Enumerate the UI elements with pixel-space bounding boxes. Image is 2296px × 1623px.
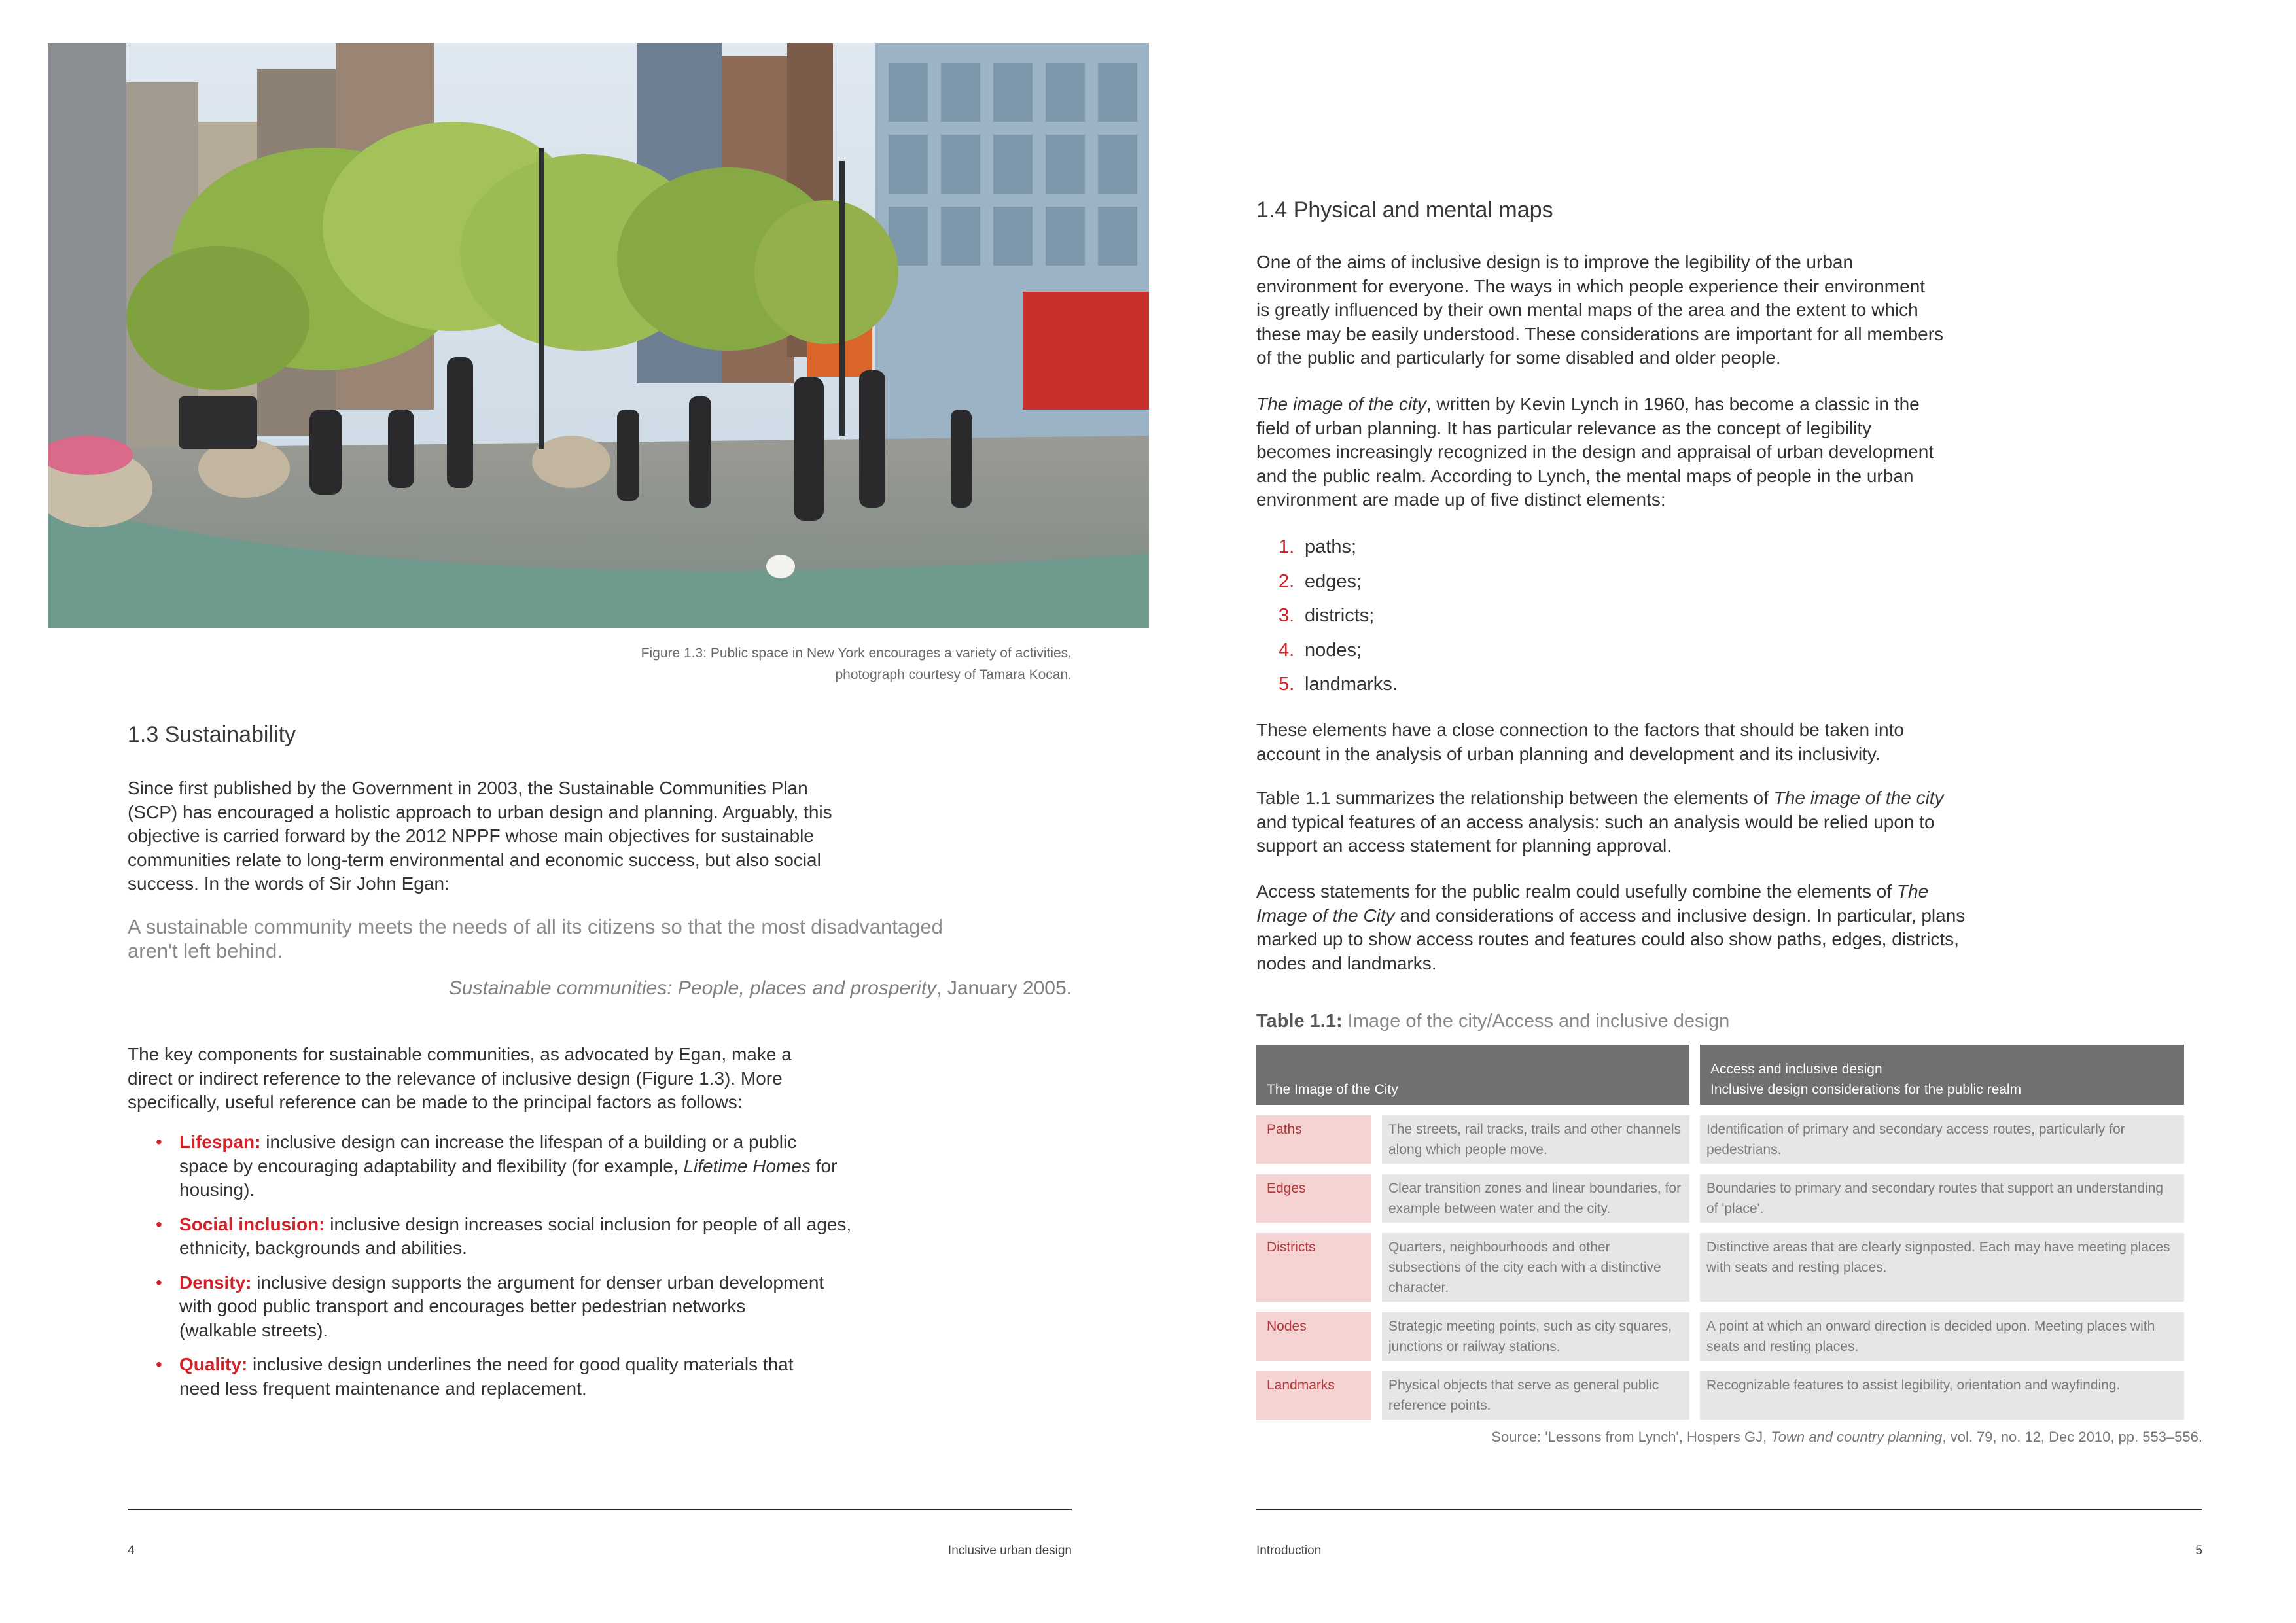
element-key: Districts <box>1256 1233 1371 1302</box>
maps-paragraph-3 <box>1256 718 2212 766</box>
list-item <box>1279 633 1398 668</box>
factor-text: inclusive design can increase the lifespan of a building or a public <box>260 1132 797 1152</box>
text-line: objective is carried forward by the 2012 NPPF whose main objectives for sustainable <box>128 826 814 846</box>
image-of-city-table <box>1246 1034 2195 1430</box>
running-footer: Introduction <box>1256 1544 1322 1558</box>
factor-text: inclusive design increases social inclusion for people of all ages, <box>325 1213 852 1234</box>
access-cell: Boundaries to primary and secondary routes that support an understanding of 'place'. <box>1700 1174 2184 1223</box>
text-line: , written by Kevin Lynch in 1960, has become a classic in the <box>1426 394 1920 414</box>
footer-rule <box>1256 1509 2202 1510</box>
source-text: Source: 'Lessons from Lynch', Hospers GJ, <box>1491 1429 1771 1445</box>
section-heading-maps: 1.4 Physical and mental maps <box>1256 198 1553 222</box>
header-access-inclusive <box>1700 1045 2184 1105</box>
text-line: and typical features of an access analysis: such an analysis would be relied upon to <box>1256 811 1935 832</box>
running-footer: Inclusive urban design <box>947 1544 1072 1558</box>
street-photo-illustration <box>48 43 1149 628</box>
maps-paragraph-5 <box>1256 880 2225 975</box>
footer-rule <box>128 1509 1072 1510</box>
factor-term: Quality: <box>179 1354 248 1374</box>
factor-term: Social inclusion: <box>179 1213 325 1234</box>
text-line: field of urban planning. It has particular relevance as the concept of legibility <box>1256 417 1872 438</box>
table-title: Image of the city/Access and inclusive design <box>1342 1011 1730 1032</box>
factor-text: ethnicity, backgrounds and abilities. <box>179 1238 467 1258</box>
book-title: The image of the city <box>1256 394 1426 414</box>
factor-text: space by encouraging adaptability and flexibility (for example, <box>179 1155 684 1176</box>
intro-paragraph <box>128 777 1057 896</box>
text-line: Since first published by the Government in 2003, the Sustainable Communities Plan <box>128 778 808 798</box>
source-text: , vol. 79, no. 12, Dec 2010, pp. 553–556. <box>1942 1429 2202 1445</box>
factor-text: with good public transport and encourages better pedestrian networks <box>179 1296 746 1316</box>
list-label: edges; <box>1305 570 1362 592</box>
text-line: nodes and landmarks. <box>1256 952 1437 973</box>
bullet-marker: • <box>156 1354 162 1374</box>
text-line: success. In the words of Sir John Egan: <box>128 873 450 894</box>
figure-caption <box>523 642 1072 686</box>
list-label: districts; <box>1305 605 1375 626</box>
header-image-of-city: The Image of the City <box>1256 1045 1689 1105</box>
image-cell: Quarters, neighbourhoods and other subsections of the city each with a distinctive character. <box>1382 1233 1689 1302</box>
table-row <box>1256 1233 2184 1302</box>
list-label: nodes; <box>1305 639 1362 661</box>
lynch-elements-list <box>1279 530 1398 702</box>
image-cell: Physical objects that serve as general public reference points. <box>1382 1371 1689 1420</box>
text-line: becomes increasingly recognized in the design and appraisal of urban development <box>1256 442 1934 462</box>
table-caption <box>1256 1011 1729 1032</box>
image-cell: Clear transition zones and linear boundaries, for example between water and the city. <box>1382 1174 1689 1223</box>
citation-date: , January 2005. <box>936 977 1072 999</box>
text-line: One of the aims of inclusive design is to improve the legibility of the urban <box>1256 252 1854 272</box>
list-item <box>156 1353 915 1401</box>
book-title: Image of the City <box>1256 905 1395 926</box>
element-key: Nodes <box>1256 1312 1371 1361</box>
list-item <box>1279 565 1398 599</box>
text-line: environment for everyone. The ways in which people experience their environment <box>1256 275 1926 296</box>
quote-citation <box>128 977 1072 1000</box>
element-key: Landmarks <box>1256 1371 1371 1420</box>
text-line: specifically, useful reference can be made to the principal factors as follows: <box>128 1092 743 1112</box>
text-line: direct or indirect reference to the relevance of inclusive design (Figure 1.3). More <box>128 1068 783 1089</box>
text-line: account in the analysis of urban planning and development and its inclusivity. <box>1256 743 1881 764</box>
book-title: The image of the city <box>1773 788 1944 808</box>
text-line: communities relate to long-term environmental and economic success, but also social <box>128 849 821 870</box>
list-number: 4. <box>1279 639 1295 661</box>
list-number: 3. <box>1279 605 1295 626</box>
page-number: 5 <box>2195 1544 2202 1558</box>
header-line: Access and inclusive design <box>1710 1062 1882 1077</box>
text-line: (SCP) has encouraged a holistic approach to urban design and planning. Arguably, this <box>128 801 832 822</box>
text-line: of the public and particularly for some disabled and older people. <box>1256 347 1781 368</box>
image-cell: The streets, rail tracks, trails and other channels along which people move. <box>1382 1115 1689 1164</box>
text-line: These elements have a close connection to the factors that should be taken into <box>1256 720 1904 740</box>
access-cell: Recognizable features to assist legibility, orientation and wayfinding. <box>1700 1371 2184 1420</box>
quote-line: aren't left behind. <box>128 939 283 962</box>
table-row <box>1256 1312 2184 1361</box>
factor-text: inclusive design supports the argument for denser urban development <box>251 1272 824 1293</box>
element-key: Paths <box>1256 1115 1371 1164</box>
text-line: and the public realm. According to Lynch, the mental maps of people in the urban <box>1256 465 1914 486</box>
text-line: environment are made up of five distinct elements: <box>1256 489 1666 510</box>
list-number: 2. <box>1279 570 1295 592</box>
text-line: Table 1.1 summarizes the relationship between the elements of <box>1256 788 1774 808</box>
list-label: paths; <box>1305 536 1356 557</box>
components-paragraph <box>128 1043 1057 1115</box>
text-line: these may be easily understood. These considerations are important for all members <box>1256 323 1944 344</box>
table-header-row <box>1256 1045 2184 1105</box>
factor-text: housing). <box>179 1179 255 1200</box>
bullet-marker: • <box>156 1272 162 1293</box>
image-cell: Strategic meeting points, such as city squares, junctions or railway stations. <box>1382 1312 1689 1361</box>
access-cell: Distinctive areas that are clearly signposted. Each may have meeting places with seats and resting places. <box>1700 1233 2184 1302</box>
element-key: Edges <box>1256 1174 1371 1223</box>
list-number: 1. <box>1279 536 1295 557</box>
list-item <box>1279 530 1398 565</box>
factor-term: Density: <box>179 1272 252 1293</box>
quote-line: A sustainable community meets the needs of all its citizens so that the most disadvantaged <box>128 915 943 938</box>
text-line: The key components for sustainable communities, as advocated by Egan, make a <box>128 1044 792 1064</box>
list-item <box>1279 599 1398 633</box>
list-item <box>156 1130 915 1202</box>
principal-factors-list <box>156 1130 915 1411</box>
text-line: support an access statement for planning approval. <box>1256 835 1672 856</box>
section-heading-sustainability: 1.3 Sustainability <box>128 722 296 747</box>
access-cell: A point at which an onward direction is decided upon. Meeting places with seats and resting places. <box>1700 1312 2184 1361</box>
table-label: Table 1.1: <box>1256 1011 1343 1032</box>
list-item <box>156 1213 915 1261</box>
factor-term: Lifespan: <box>179 1132 261 1152</box>
figure-caption-line: photograph courtesy of Tamara Kocan. <box>835 667 1072 682</box>
source-journal: Town and country planning <box>1771 1429 1943 1445</box>
table-source <box>1256 1429 2202 1446</box>
bullet-marker: • <box>156 1132 162 1152</box>
text-line: marked up to show access routes and features could also show paths, edges, districts, <box>1256 929 1959 949</box>
list-item <box>1279 667 1398 702</box>
list-number: 5. <box>1279 674 1295 695</box>
table-row <box>1256 1115 2184 1164</box>
text-line: is greatly influenced by their own mental maps of the area and the extent to which <box>1256 300 1918 320</box>
list-item <box>156 1271 915 1343</box>
factor-text: need less frequent maintenance and replacement. <box>179 1378 587 1399</box>
header-line: Inclusive design considerations for the public realm <box>1710 1082 2022 1097</box>
bullet-marker: • <box>156 1213 162 1234</box>
factor-italic: Lifetime Homes <box>683 1155 811 1176</box>
factor-text: (walkable streets). <box>179 1319 328 1340</box>
maps-paragraph-2 <box>1256 393 2212 512</box>
table-row <box>1256 1371 2184 1420</box>
table-row <box>1256 1174 2184 1223</box>
factor-text: for <box>810 1155 838 1176</box>
text-line: Access statements for the public realm could usefully combine the elements of <box>1256 881 1897 901</box>
access-cell: Identification of primary and secondary access routes, particularly for pedestrians. <box>1700 1115 2184 1164</box>
book-title: The <box>1896 881 1929 901</box>
figure-caption-line: Figure 1.3: Public space in New York encourages a variety of activities, <box>641 646 1072 661</box>
street-photo <box>48 43 1149 628</box>
egan-quote <box>128 915 1076 963</box>
maps-paragraph-1 <box>1256 251 2212 370</box>
text-line: and considerations of access and inclusive design. In particular, plans <box>1394 905 1966 926</box>
citation-title: Sustainable communities: People, places and prosperity <box>448 977 937 999</box>
page-number: 4 <box>128 1544 135 1558</box>
maps-paragraph-4 <box>1256 786 2212 858</box>
factor-text: inclusive design underlines the need for good quality materials that <box>247 1354 794 1374</box>
list-label: landmarks. <box>1305 674 1398 695</box>
